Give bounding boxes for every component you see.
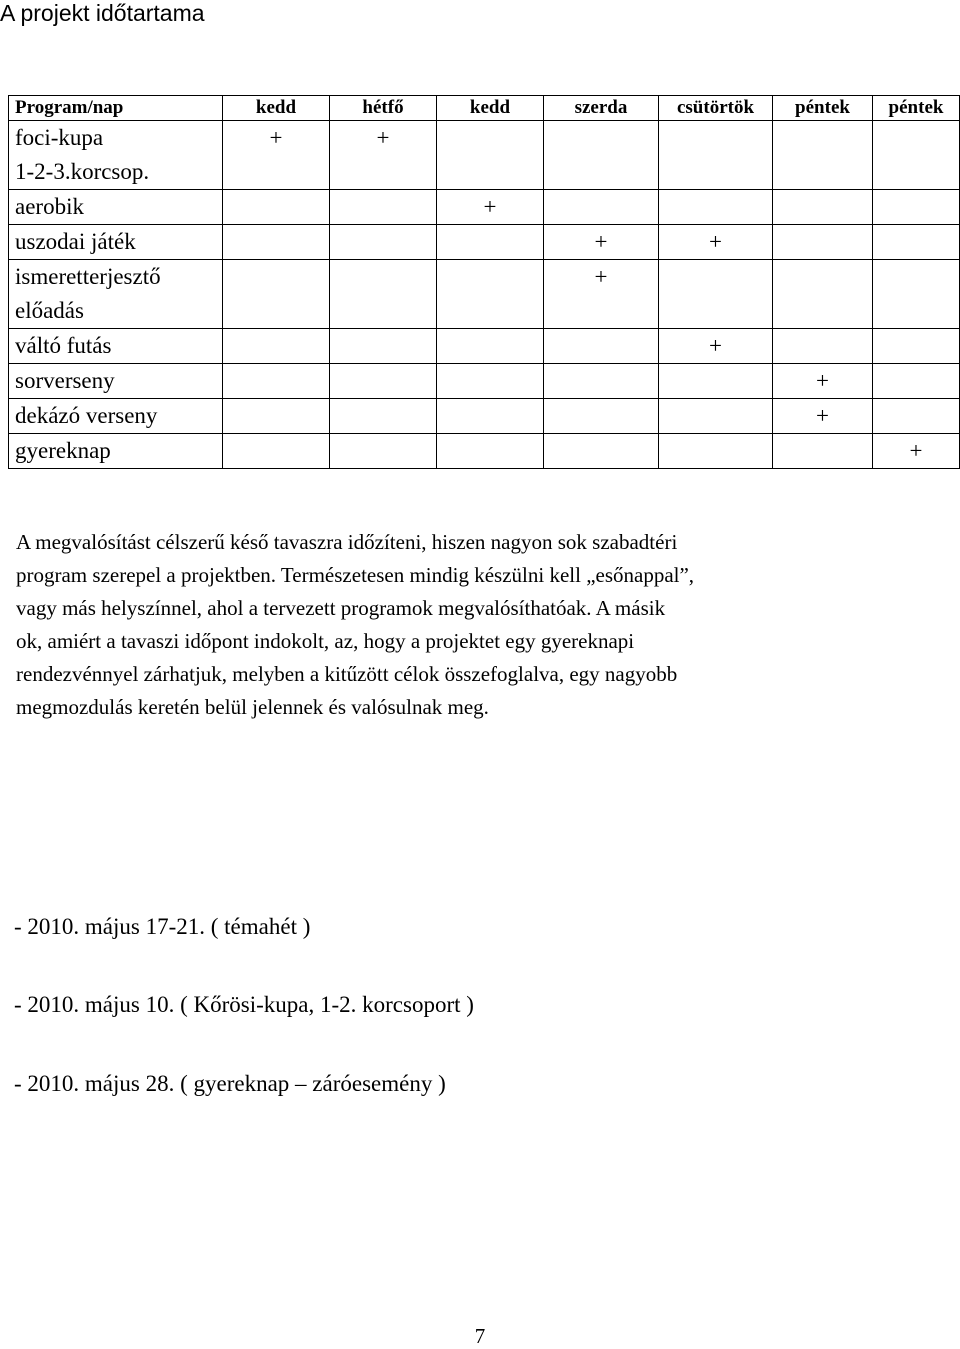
schedule-mark-cell <box>330 329 437 364</box>
paragraph-line: vagy más helyszínnel, ahol a tervezett programok megvalósíthatóak. A másik <box>16 596 666 620</box>
schedule-mark-cell <box>330 364 437 399</box>
schedule-mark-cell <box>330 399 437 434</box>
program-name: dekázó verseny <box>15 403 158 428</box>
schedule-mark-cell <box>873 225 960 260</box>
program-name-cell <box>9 399 223 434</box>
program-name: uszodai játék <box>15 229 136 254</box>
schedule-mark-cell <box>873 190 960 225</box>
schedule-mark-cell <box>659 434 773 469</box>
schedule-mark-cell <box>223 329 330 364</box>
description-paragraph <box>16 526 951 724</box>
schedule-mark-cell <box>437 399 544 434</box>
schedule-mark-cell: + <box>330 121 437 190</box>
schedule-mark-cell <box>544 121 659 190</box>
table-row <box>9 434 960 469</box>
schedule-mark-cell <box>223 190 330 225</box>
date-item-themeweek: - 2010. május 17-21. ( témahét ) <box>14 914 311 939</box>
schedule-mark-cell <box>659 364 773 399</box>
schedule-mark-cell <box>330 225 437 260</box>
program-name-cell <box>9 434 223 469</box>
program-name: előadás <box>15 298 84 323</box>
header-day-4: szerda <box>544 96 659 121</box>
program-name-cell <box>9 190 223 225</box>
schedule-mark-cell <box>330 260 437 329</box>
schedule-mark-cell <box>330 434 437 469</box>
schedule-mark-cell: + <box>773 399 873 434</box>
header-day-5: csütörtök <box>659 96 773 121</box>
program-name: váltó futás <box>15 333 112 358</box>
schedule-mark-cell <box>223 260 330 329</box>
program-name-cell <box>9 329 223 364</box>
program-name: 1-2-3.korcsop. <box>15 159 150 184</box>
program-name: ismeretterjesztő <box>15 264 161 289</box>
schedule-mark-cell <box>437 121 544 190</box>
schedule-mark-cell <box>659 399 773 434</box>
schedule-mark-cell: + <box>544 260 659 329</box>
program-name: aerobik <box>15 194 84 219</box>
schedule-mark-cell <box>659 121 773 190</box>
schedule-mark-cell <box>223 399 330 434</box>
header-day-7: péntek <box>873 96 960 121</box>
program-name-cell <box>9 121 223 190</box>
schedule-mark-cell <box>544 399 659 434</box>
schedule-mark-cell <box>223 364 330 399</box>
schedule-mark-cell <box>544 434 659 469</box>
schedule-mark-cell <box>873 399 960 434</box>
schedule-mark-cell: + <box>659 329 773 364</box>
paragraph-line: megmozdulás keretén belül jelennek és valósulnak meg. <box>16 695 489 719</box>
schedule-mark-cell: + <box>223 121 330 190</box>
schedule-mark-cell <box>773 190 873 225</box>
schedule-mark-cell <box>437 225 544 260</box>
table-row <box>9 225 960 260</box>
table-row <box>9 364 960 399</box>
paragraph-line: program szerepel a projektben. Természetesen mindig készülni kell „esőnappal”, <box>16 563 695 587</box>
date-item-childrens-day: - 2010. május 28. ( gyereknap – záróesemény ) <box>14 1071 446 1096</box>
schedule-mark-cell <box>223 434 330 469</box>
schedule-mark-cell: + <box>544 225 659 260</box>
program-name-cell <box>9 364 223 399</box>
page-title: A projekt időtartama <box>0 0 205 26</box>
header-day-2: hétfő <box>330 96 437 121</box>
paragraph-line: rendezvénnyel zárhatjuk, melyben a kitűzött célok összefoglalva, egy nagyobb <box>16 662 678 686</box>
page-number: 7 <box>474 1324 486 1348</box>
program-name: foci-kupa <box>15 125 104 150</box>
schedule-table <box>8 95 960 469</box>
program-name: gyereknap <box>15 438 111 463</box>
schedule-mark-cell <box>437 260 544 329</box>
table-row <box>9 190 960 225</box>
table-row <box>9 121 960 190</box>
schedule-mark-cell <box>544 329 659 364</box>
paragraph-line: A megvalósítást célszerű késő tavaszra időzíteni, hiszen nagyon sok szabadtéri <box>16 530 678 554</box>
schedule-mark-cell <box>330 190 437 225</box>
program-name-cell <box>9 260 223 329</box>
table-row <box>9 329 960 364</box>
schedule-mark-cell: + <box>773 364 873 399</box>
schedule-mark-cell: + <box>659 225 773 260</box>
schedule-mark-cell <box>773 434 873 469</box>
schedule-mark-cell <box>773 225 873 260</box>
schedule-body <box>9 121 960 469</box>
schedule-mark-cell <box>437 364 544 399</box>
schedule-mark-cell <box>873 329 960 364</box>
schedule-mark-cell <box>659 260 773 329</box>
header-day-3: kedd <box>437 96 544 121</box>
header-program: Program/nap <box>9 96 223 121</box>
table-row <box>9 399 960 434</box>
schedule-mark-cell <box>773 121 873 190</box>
schedule-mark-cell <box>659 190 773 225</box>
date-item-korosi-cup: - 2010. május 10. ( Kőrösi-kupa, 1-2. korcsoport ) <box>14 992 474 1017</box>
schedule-mark-cell <box>873 364 960 399</box>
schedule-mark-cell <box>223 225 330 260</box>
schedule-mark-cell: + <box>437 190 544 225</box>
schedule-mark-cell: + <box>873 434 960 469</box>
program-name-cell <box>9 225 223 260</box>
table-row <box>9 260 960 329</box>
paragraph-line: ok, amiért a tavaszi időpont indokolt, az, hogy a projektet egy gyereknapi <box>16 629 635 653</box>
schedule-mark-cell <box>437 434 544 469</box>
header-day-1: kedd <box>223 96 330 121</box>
schedule-header-row <box>9 96 960 121</box>
program-name: sorverseny <box>15 368 115 393</box>
schedule-mark-cell <box>544 190 659 225</box>
schedule-mark-cell <box>773 260 873 329</box>
schedule-mark-cell <box>873 260 960 329</box>
header-day-6: péntek <box>773 96 873 121</box>
schedule-mark-cell <box>437 329 544 364</box>
schedule-mark-cell <box>544 364 659 399</box>
schedule-mark-cell <box>773 329 873 364</box>
schedule-mark-cell <box>873 121 960 190</box>
